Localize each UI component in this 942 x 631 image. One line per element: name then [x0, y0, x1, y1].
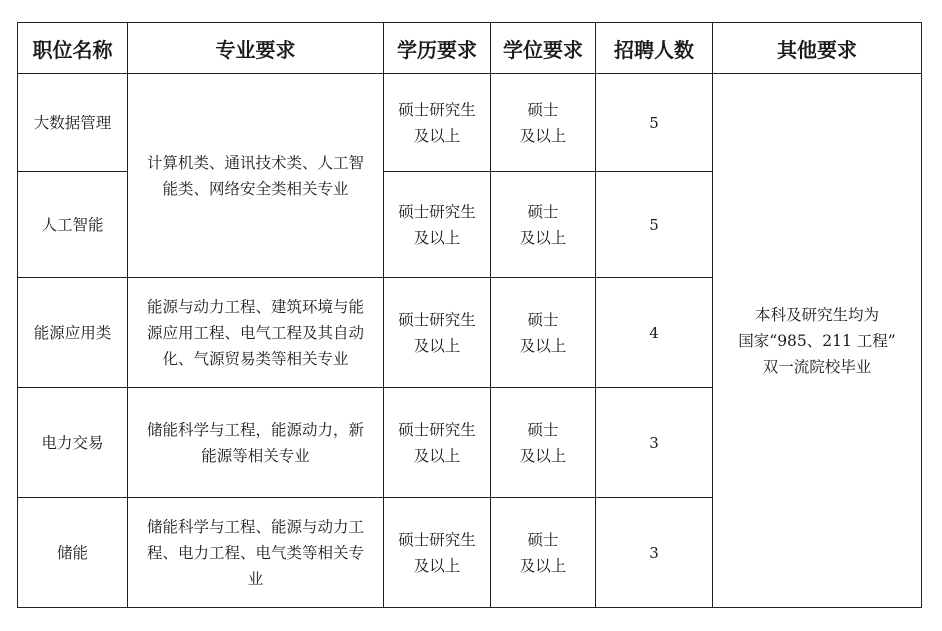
major-line: 能类、网络安全类相关专业 — [162, 179, 349, 198]
other-line: 本科及研究生均为 — [754, 305, 879, 324]
header-degree: 学位要求 — [491, 23, 596, 74]
degree-line: 及以上 — [519, 556, 567, 575]
other-line: 国家“985、211 工程” — [738, 331, 896, 350]
table-row — [18, 74, 922, 172]
header-education: 学历要求 — [384, 23, 491, 74]
count-cell: 3 — [596, 498, 713, 608]
major-line: 源应用工程、电气工程及其自动 — [146, 323, 364, 342]
major-line: 能源等相关专业 — [201, 446, 310, 465]
merged-major-cell — [128, 74, 384, 278]
education-line: 硕士研究生 — [398, 530, 476, 549]
degree-line: 硕士 — [527, 100, 559, 119]
major-line: 能源与动力工程、建筑环境与能 — [146, 297, 364, 316]
degree-cell — [491, 74, 596, 172]
major-line: 业 — [247, 569, 264, 588]
degree-line: 及以上 — [519, 336, 567, 355]
major-line: 计算机类、通讯技术类、人工智 — [146, 153, 364, 172]
major-cell — [128, 498, 384, 608]
other-requirement-cell — [713, 74, 922, 608]
header-major: 专业要求 — [128, 23, 384, 74]
count-cell: 5 — [596, 172, 713, 278]
count-cell: 5 — [596, 74, 713, 172]
degree-cell — [491, 498, 596, 608]
education-cell — [384, 172, 491, 278]
education-cell — [384, 278, 491, 388]
position-cell: 人工智能 — [18, 172, 128, 278]
degree-cell — [491, 172, 596, 278]
recruitment-table — [17, 22, 922, 608]
major-cell — [128, 278, 384, 388]
major-line: 程、电力工程、电气类等相关专 — [146, 543, 364, 562]
header-position: 职位名称 — [18, 23, 128, 74]
education-line: 及以上 — [413, 228, 461, 247]
degree-line: 及以上 — [519, 228, 567, 247]
education-line: 硕士研究生 — [398, 310, 476, 329]
other-line: 双一流院校毕业 — [762, 357, 872, 376]
header-row — [18, 23, 922, 74]
major-line: 储能科学与工程，能源动力，新 — [146, 420, 364, 439]
degree-line: 及以上 — [519, 446, 567, 465]
count-cell: 4 — [596, 278, 713, 388]
degree-line: 及以上 — [519, 126, 567, 145]
education-cell — [384, 388, 491, 498]
education-line: 及以上 — [413, 446, 461, 465]
degree-cell — [491, 388, 596, 498]
education-line: 及以上 — [413, 556, 461, 575]
education-line: 及以上 — [413, 126, 461, 145]
major-cell — [128, 388, 384, 498]
position-cell: 储能 — [18, 498, 128, 608]
degree-cell — [491, 278, 596, 388]
education-line: 硕士研究生 — [398, 100, 476, 119]
education-line: 硕士研究生 — [398, 420, 476, 439]
education-line: 及以上 — [413, 336, 461, 355]
header-other: 其他要求 — [713, 23, 922, 74]
education-line: 硕士研究生 — [398, 202, 476, 221]
education-cell — [384, 74, 491, 172]
header-count: 招聘人数 — [596, 23, 713, 74]
degree-line: 硕士 — [527, 420, 559, 439]
count-cell: 3 — [596, 388, 713, 498]
position-cell: 能源应用类 — [18, 278, 128, 388]
position-cell: 电力交易 — [18, 388, 128, 498]
education-cell — [384, 498, 491, 608]
degree-line: 硕士 — [527, 310, 559, 329]
major-line: 化、气源贸易类等相关专业 — [162, 349, 349, 368]
major-line: 储能科学与工程、能源与动力工 — [146, 517, 364, 536]
degree-line: 硕士 — [527, 202, 559, 221]
position-cell: 大数据管理 — [18, 74, 128, 172]
degree-line: 硕士 — [527, 530, 559, 549]
